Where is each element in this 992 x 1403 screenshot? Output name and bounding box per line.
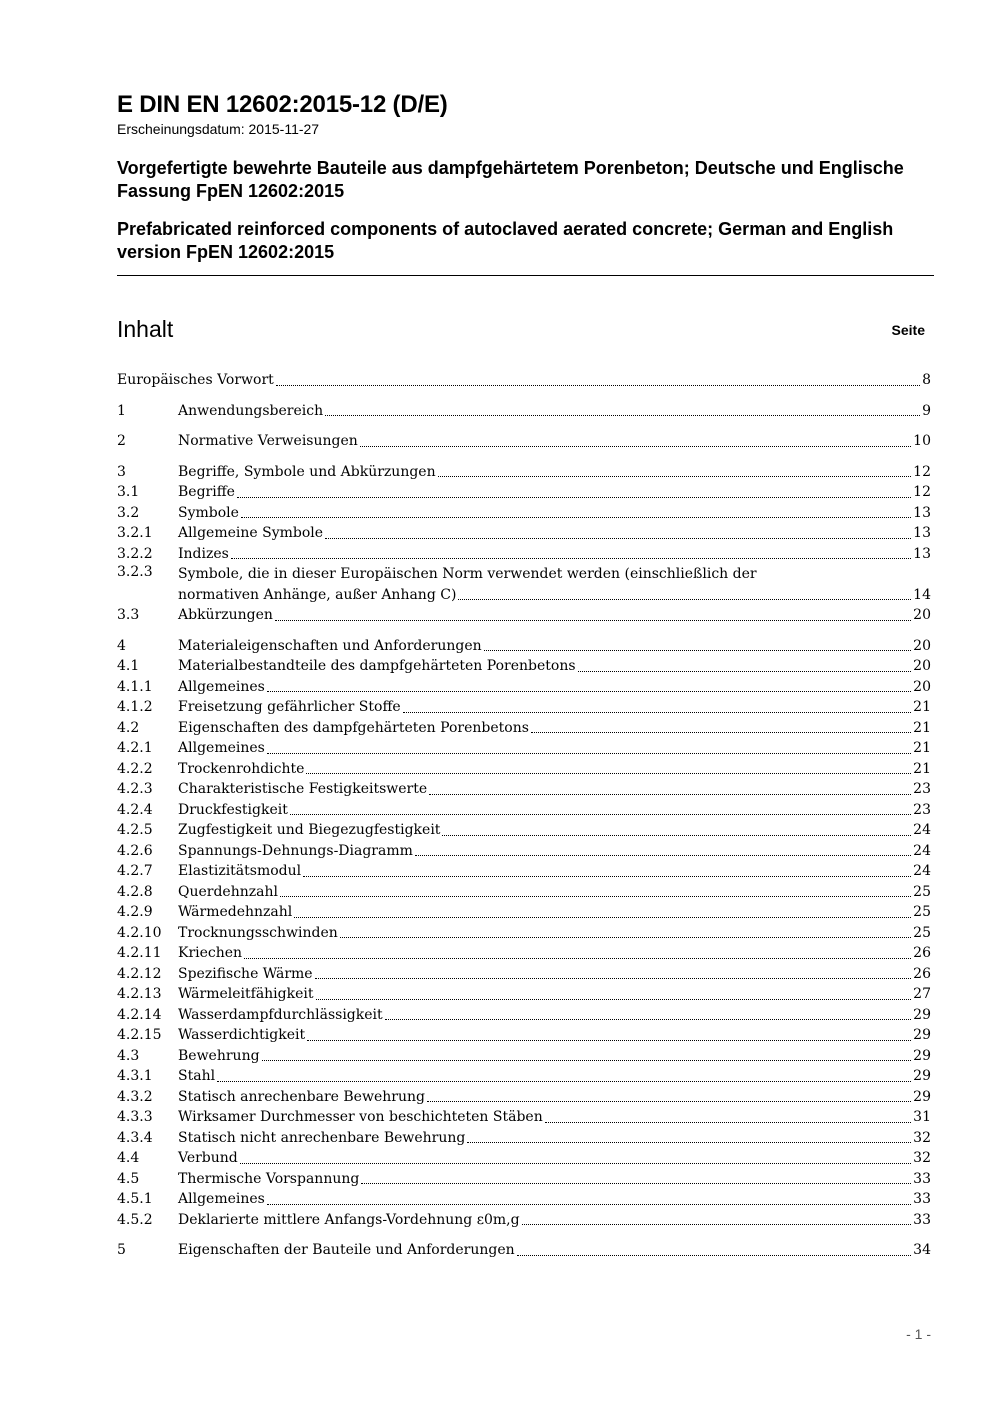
toc-entry-number: 3.2 [117,504,140,521]
toc-entry-page: 33 [913,1191,931,1207]
toc-entry-page: 25 [913,904,931,920]
toc-dot-leader [442,835,911,836]
toc-entry[interactable] [117,1087,931,1108]
toc-entry-title: Abkürzungen [178,607,273,623]
toc-dot-leader [275,620,911,621]
toc-dot-leader [276,385,920,386]
toc-entry-title: Statisch nicht anrechenbare Bewehrung [178,1129,466,1146]
toc-entry[interactable] [117,1025,931,1046]
toc-entry-number: 4.1 [117,658,140,674]
toc-entry[interactable] [117,1210,931,1231]
toc-entry-number: 4.3.2 [117,1088,153,1105]
toc-dot-leader [240,1163,911,1164]
toc-entry-number: 4.2.13 [117,986,162,1002]
toc-entry-page: 29 [913,1027,931,1043]
toc-entry-page: 20 [913,607,931,623]
toc-entry-number: 3.2.1 [117,525,153,541]
toc-entry-title: Trocknungsschwinden [178,924,338,941]
toc-entry[interactable] [117,544,931,565]
toc-entry-page: 12 [913,484,931,500]
toc-dot-leader [306,773,911,774]
toc-entry-title: Bewehrung [178,1047,260,1064]
toc-dot-leader [280,896,911,897]
toc-entry-title: Allgemeines [178,1191,265,1207]
toc-dot-leader [517,1255,912,1256]
toc-entry-number: 4.3.3 [117,1109,153,1125]
toc-entry-page: 21 [913,740,931,756]
toc-entry-page: 9 [922,402,931,419]
toc-dot-leader [429,794,911,795]
toc-entry[interactable] [117,964,931,985]
toc-entry-number: 4.3.4 [117,1129,153,1146]
toc-entry[interactable] [117,1066,931,1087]
toc-dot-leader [522,1224,912,1225]
toc-entry-title: Indizes [178,545,229,562]
toc-entry-title: Begriffe, Symbole und Abkürzungen [178,463,436,480]
toc-entry[interactable] [117,636,931,657]
toc-entry[interactable] [117,984,931,1005]
toc-dot-leader [415,855,911,856]
toc-entry-page: 29 [913,1068,931,1084]
toc-dot-leader [231,558,911,559]
toc-entry-number: 4.3 [117,1047,140,1064]
header-divider [117,275,934,276]
toc-entry[interactable] [117,738,931,759]
toc-entry-page: 10 [913,433,931,449]
toc-entry[interactable] [117,462,931,483]
toc-entry-title: Allgemeine Symbole [178,525,324,541]
contents-heading-row [117,314,925,344]
toc-entry-title: Allgemeines [178,678,265,695]
toc-entry-title: Stahl [178,1068,216,1084]
toc-entry-number: 4.2.11 [117,945,162,961]
toc-entry-page: 34 [913,1242,931,1258]
toc-entry-title: Normative Verweisungen [178,433,358,449]
toc-entry[interactable] [117,401,931,422]
toc-entry-title: Europäisches Vorwort [117,372,274,388]
page-column-label: Seite [891,322,925,338]
toc-entry-page: 20 [913,637,931,654]
toc-entry[interactable] [117,1128,931,1149]
toc-entry-page: 26 [913,945,931,961]
toc-entry-title: Materialbestandteile des dampfgehärteten Porenbetons [178,658,576,674]
toc-entry-page: 24 [913,822,931,838]
toc-entry-number: 4.2.10 [117,924,162,941]
toc-entry-number: 3.3 [117,607,140,623]
toc-entry[interactable] [117,1148,931,1169]
toc-dot-leader [241,517,911,518]
toc-dot-leader [290,814,911,815]
toc-dot-leader [316,999,912,1000]
toc-dot-leader [438,476,912,477]
toc-entry-page: 32 [913,1129,931,1146]
toc-entry-number: 4.2.1 [117,740,153,756]
toc-entry[interactable] [117,677,931,698]
toc-entry-number: 4.5 [117,1170,140,1187]
toc-entry-page: 21 [913,699,931,715]
toc-entry-page: 13 [913,504,931,521]
table-of-contents [117,370,931,1261]
toc-entry-number: 4.2.5 [117,822,153,838]
toc-entry-number: 4 [117,637,126,654]
toc-entry-title: Statisch anrechenbare Bewehrung [178,1088,425,1105]
toc-entry-number: 3.2.2 [117,545,153,562]
toc-dot-leader [262,1060,912,1061]
toc-entry-number: 3.1 [117,484,140,500]
toc-entry-page: 31 [913,1109,931,1125]
document-header [117,90,934,264]
toc-entry-page: 13 [913,525,931,541]
toc-entry-number: 4.2.3 [117,781,153,797]
toc-entry-page: 32 [913,1150,931,1166]
toc-entry-page: 29 [913,1088,931,1105]
toc-entry[interactable] [117,697,931,718]
toc-entry-title: Wärmeleitfähigkeit [178,986,314,1002]
toc-entry-title: Symbole [178,504,239,521]
toc-entry-number: 4.2 [117,719,140,736]
toc-entry[interactable] [117,1240,931,1261]
toc-entry-title: Druckfestigkeit [178,801,288,818]
toc-dot-leader [484,650,911,651]
toc-entry[interactable] [117,523,931,544]
toc-dot-leader [403,712,911,713]
toc-dot-leader [360,446,911,447]
toc-entry[interactable] [117,800,931,821]
toc-dot-leader [294,917,911,918]
document-id: E DIN EN 12602:2015-12 (D/E) [117,91,448,118]
toc-entry-title: Eigenschaften des dampfgehärteten Porenbetons [178,719,529,736]
toc-entry-title: Anwendungsbereich [178,402,324,419]
toc-entry-page: 13 [913,545,931,562]
toc-dot-leader [315,978,912,979]
toc-entry[interactable] [117,820,931,841]
toc-entry[interactable] [117,1169,931,1190]
toc-entry-page: 14 [913,586,931,603]
toc-dot-leader [458,599,911,600]
toc-entry[interactable] [117,718,931,739]
toc-entry-number: 5 [117,1242,126,1258]
toc-dot-leader [531,732,911,733]
toc-entry-number: 4.1.1 [117,678,153,695]
toc-entry-title-continued: normativen Anhänge, außer Anhang C) [178,586,457,603]
toc-entry[interactable] [117,1046,931,1067]
toc-entry-page: 26 [913,965,931,982]
toc-dot-leader [427,1101,911,1102]
contents-heading: Inhalt [117,316,174,342]
toc-dot-leader [340,937,911,938]
toc-entry[interactable] [117,503,931,524]
toc-entry-page: 21 [913,760,931,777]
toc-entry-title: Wärmedehnzahl [178,904,293,920]
toc-entry-title: Wasserdampfdurchlässigkeit [178,1006,383,1023]
toc-entry-number: 4.2.8 [117,883,153,900]
page-number: - 1 - [906,1326,931,1342]
toc-dot-leader [217,1081,911,1082]
toc-entry-title: Zugfestigkeit und Biegezugfestigkeit [178,822,441,838]
toc-entry-number: 1 [117,402,126,419]
toc-entry[interactable] [117,759,931,780]
toc-entry-page: 20 [913,658,931,674]
toc-entry-page: 23 [913,781,931,797]
toc-entry-page: 24 [913,842,931,859]
toc-entry-number: 4.5.2 [117,1211,153,1228]
toc-entry-title: Allgemeines [178,740,265,756]
toc-entry-title: Eigenschaften der Bauteile und Anforderungen [178,1242,515,1258]
toc-entry-title: Freisetzung gefährlicher Stoffe [178,699,401,715]
toc-entry-page: 20 [913,678,931,695]
toc-entry-title: Spezifische Wärme [178,965,313,982]
toc-entry-number: 4.2.6 [117,842,153,859]
toc-entry-title: Querdehnzahl [178,883,278,900]
title-english: Prefabricated reinforced components of autoclaved aerated concrete; German and English version FpEN 12602:2015 [117,219,894,262]
toc-entry[interactable] [117,370,931,391]
toc-entry-title: Materialeigenschaften und Anforderungen [178,637,482,654]
toc-dot-leader [467,1142,911,1143]
toc-entry-page: 33 [913,1170,931,1187]
toc-dot-leader [361,1183,911,1184]
toc-entry-number: 4.5.1 [117,1191,153,1207]
toc-entry-title: Begriffe [178,484,235,500]
toc-entry-page: 8 [922,372,931,388]
toc-dot-leader [237,497,911,498]
toc-dot-leader [325,415,920,416]
toc-entry[interactable] [117,1005,931,1026]
toc-entry-title: Wasserdichtigkeit [178,1027,306,1043]
toc-entry-number: 4.3.1 [117,1068,153,1084]
toc-entry-title: Charakteristische Festigkeitswerte [178,781,428,797]
toc-entry-number: 2 [117,433,126,449]
toc-entry-page: 27 [913,986,931,1002]
toc-entry-page: 23 [913,801,931,818]
toc-entry-title: Kriechen [178,945,243,961]
toc-entry-title: Deklarierte mittlere Anfangs-Vordehnung ε0m,g [178,1211,520,1228]
toc-entry-number: 4.2.4 [117,801,153,818]
toc-entry-page: 29 [913,1047,931,1064]
toc-dot-leader [307,1040,911,1041]
toc-entry[interactable] [117,779,931,800]
toc-entry-number: 4.2.7 [117,863,153,879]
toc-entry[interactable] [117,923,931,944]
toc-entry-title: Symbole, die in dieser Europäischen Norm verwendet werden (einschließlich der [178,566,757,582]
toc-dot-leader [267,691,911,692]
toc-entry-number: 4.4 [117,1150,140,1166]
toc-entry-title: Trockenrohdichte [178,760,305,777]
toc-dot-leader [385,1019,912,1020]
toc-entry[interactable] [117,902,931,923]
toc-entry[interactable] [117,482,931,503]
toc-entry-title: Wirksamer Durchmesser von beschichteten Stäben [178,1109,543,1125]
toc-entry-page: 29 [913,1006,931,1023]
toc-entry-number: 3.2.3 [117,564,153,580]
toc-entry-number: 4.2.2 [117,760,153,777]
toc-dot-leader [303,876,911,877]
toc-entry[interactable] [117,564,931,605]
toc-entry-number: 4.2.12 [117,965,162,982]
toc-entry-number: 4.2.15 [117,1027,162,1043]
toc-entry[interactable] [117,656,931,677]
toc-entry-page: 12 [913,463,931,480]
toc-entry-title: Elastizitätsmodul [178,863,302,879]
toc-entry-title: Spannungs-Dehnungs-Diagramm [178,842,413,859]
toc-dot-leader [267,753,911,754]
toc-entry[interactable] [117,943,931,964]
toc-entry[interactable] [117,1107,931,1128]
toc-entry[interactable] [117,841,931,862]
toc-entry-title: Thermische Vorspannung [178,1170,360,1187]
toc-dot-leader [578,671,912,672]
toc-dot-leader [545,1122,911,1123]
toc-entry[interactable] [117,1189,931,1210]
publication-date: Erscheinungsdatum: 2015-11-27 [117,121,320,137]
toc-entry[interactable] [117,605,931,626]
toc-entry-page: 25 [913,924,931,941]
toc-entry-page: 21 [913,719,931,736]
toc-entry-number: 4.1.2 [117,699,153,715]
toc-entry-number: 4.2.14 [117,1006,162,1023]
toc-entry-number: 4.2.9 [117,904,153,920]
toc-entry-page: 33 [913,1211,931,1228]
toc-entry-number: 3 [117,463,126,480]
toc-entry[interactable] [117,882,931,903]
title-german: Vorgefertigte bewehrte Bauteile aus dampfgehärtetem Porenbeton; Deutsche und Englische Fassung FpEN 12602:2015 [117,158,904,201]
toc-entry-title: Verbund [178,1150,238,1166]
toc-entry[interactable] [117,861,931,882]
toc-dot-leader [244,958,911,959]
toc-entry[interactable] [117,431,931,452]
toc-entry-page: 25 [913,883,931,900]
toc-dot-leader [325,538,911,539]
toc-entry-page: 24 [913,863,931,879]
toc-dot-leader [267,1204,911,1205]
